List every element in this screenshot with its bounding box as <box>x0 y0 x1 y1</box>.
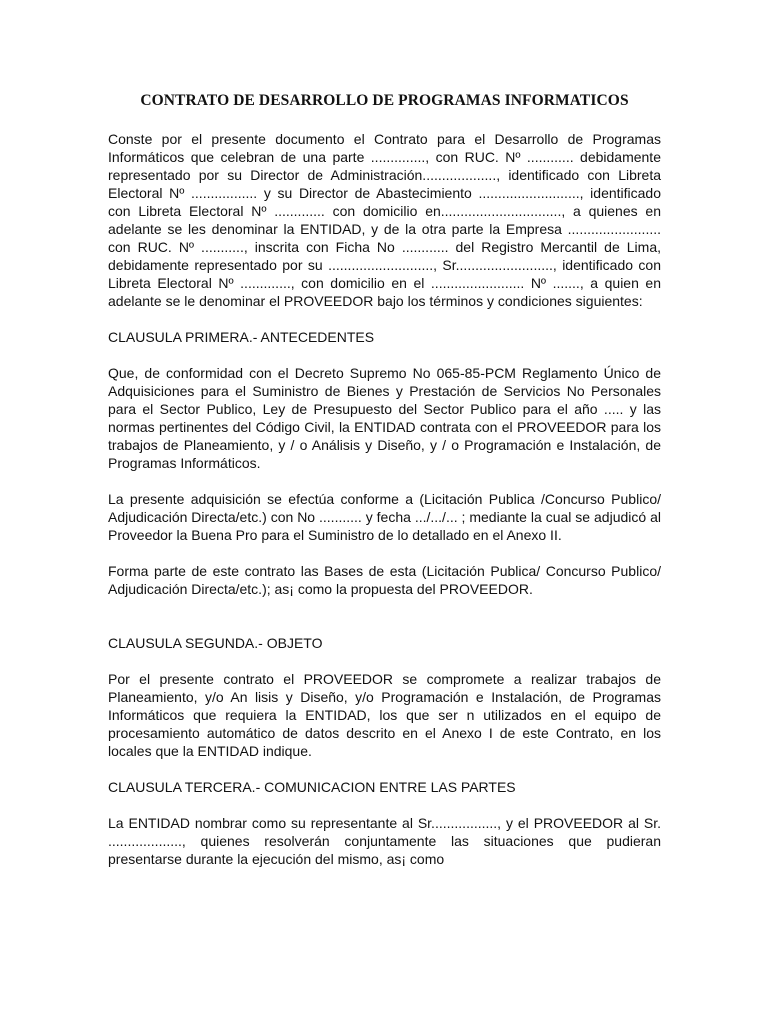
clause2-heading: CLAUSULA SEGUNDA.- OBJETO <box>108 635 323 651</box>
document-title: CONTRATO DE DESARROLLO DE PROGRAMAS INFORMATICOS <box>140 92 629 109</box>
clause1-paragraph-2: La presente adquisición se efectúa conforme a (Licitación Publica /Concurso Publico/ Adjudicación Directa/etc.) con No ........... y fecha .../.../... ; mediante la cual se adjudicó al Proveedor la Buena Pro para el Suministro de lo detallado en el Anexo II. <box>108 491 661 543</box>
spacer <box>108 760 661 778</box>
spacer <box>108 310 661 328</box>
spacer <box>108 346 661 364</box>
clause1-paragraph-1: Que, de conformidad con el Decreto Supremo No 065-85-PCM Reglamento Único de Adquisiciones para el Suministro de Bienes y Prestación de Servicios No Personales para el Sector Publico, Ley de Presupuesto del Sector Publico para el año ..... y las normas pertinentes del Código Civil, la ENTIDAD contrata con el PROVEEDOR para los trabajos de Planeamiento, y / o Análisis y Diseño, y / o Programación e Instalación, de Programas Informáticos. <box>108 365 661 471</box>
clause1-paragraph-3: Forma parte de este contrato las Bases de esta (Licitación Publica/ Concurso Publico/ Adjudicación Directa/etc.); as¡ como la propuesta del PROVEEDOR. <box>108 563 661 597</box>
spacer <box>108 598 661 634</box>
spacer <box>108 472 661 490</box>
spacer <box>108 796 661 814</box>
spacer <box>108 652 661 670</box>
intro-paragraph: Conste por el presente documento el Contrato para el Desarrollo de Programas Informáticos que celebran de una parte .............., con RUC. Nº ............ debidamente representado por su Director de Administración..................., identificado con Libreta Electoral Nº ................. y su Director de Abastecimiento .........................., identificado con Libreta Electoral Nº ............. con domicilio en..............................., a quienes en adelante se les denominar la ENTIDAD, y de la otra parte la Empresa ........................ con RUC. Nº ..........., inscrita con Ficha No ............ del Registro Mercantil de Lima, debidamente representado por su ..........................., Sr........................., identificado con Libreta Electoral Nº ............., con domicilio en el ........................ Nº ......., a quien en adelante se le denominar el PROVEEDOR bajo los términos y condiciones siguientes: <box>108 131 661 309</box>
clause1-heading: CLAUSULA PRIMERA.- ANTECEDENTES <box>108 329 375 345</box>
spacer <box>108 544 661 562</box>
contract-page <box>108 92 661 868</box>
clause2-paragraph-1: Por el presente contrato el PROVEEDOR se compromete a realizar trabajos de Planeamiento, y/o An lisis y Diseño, y/o Programación e Instalación, de Programas Informáticos que requiera la ENTIDAD, los que ser n utilizados en el equipo de procesamiento automático de datos descrito en el Anexo I de este Contrato, en los locales que la ENTIDAD indique. <box>108 671 661 759</box>
clause3-paragraph-1: La ENTIDAD nombrar como su representante al Sr................., y el PROVEEDOR al Sr. ..................., quienes resolverán conjuntamente las situaciones que pudieran presentarse durante la ejecución del mismo, as¡ como <box>108 815 661 867</box>
document-body <box>108 130 661 868</box>
clause3-heading: CLAUSULA TERCERA.- COMUNICACION ENTRE LAS PARTES <box>108 779 516 795</box>
